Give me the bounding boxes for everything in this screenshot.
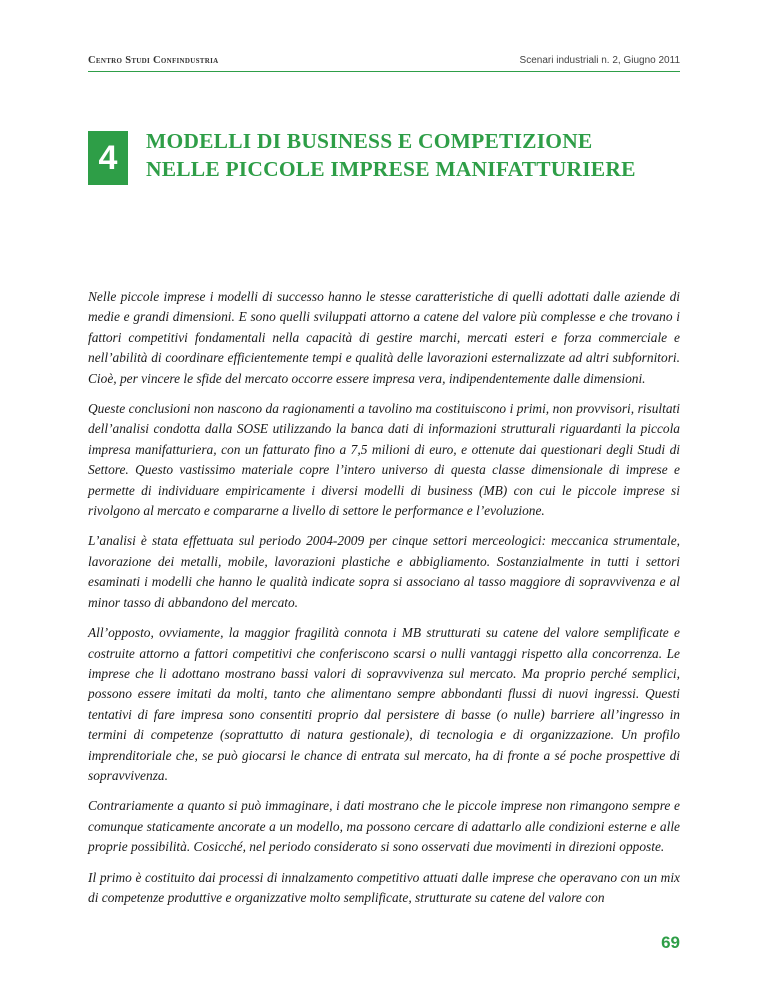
paragraph: Contrariamente a quanto si può immaginare, i dati mostrano che le piccole imprese non rimangono sempre e comunque staticamente ancorate a un modello, ma possono cercare di adattarlo alle condizioni esterne e alle proprie possibilità. Cosicché, nel periodo considerato si sono osservati due movimenti in direzioni opposte.: [88, 798, 680, 855]
header-divider: [88, 71, 680, 72]
paragraph: L’analisi è stata effettuata sul periodo 2004-2009 per cinque settori merceologici: meccanica strumentale, lavorazione dei metalli, mobile, lavorazioni plastiche e abbigliamento. Sostanzialmente in tutti i settori esaminati i modelli che hanno le qualità indicate sopra si associano al tasso maggiore di sopravvivenza e al minor tasso di abbandono del mercato.: [88, 533, 680, 610]
paragraph: Nelle piccole imprese i modelli di successo hanno le stesse caratteristiche di quelli adottati dalle aziende di medie e grandi dimensioni. E sono quelli sviluppati attorno a catene del valore più complesse e che trovano i fattori competitivi fondamentali nella capacità di gestire marchi, mercati esteri e forza commerciale e nell’abilità di coordinare efficientemente tempi e qualità delle lavorazioni esternalizzate ad altri subfornitori. Cioè, per vincere le sfide del mercato occorre essere impresa vera, indipendentemente dalle dimensioni.: [88, 289, 680, 386]
paragraph: Queste conclusioni non nascono da ragionamenti a tavolino ma costituiscono i primi, non provvisori, risultati dell’analisi condotta dalla SOSE utilizzando la banca dati di informazioni strutturali riguardanti la piccola impresa manifatturiera, con un fatturato fino a 7,5 milioni di euro, e ottenute dai questionari degli Studi di Settore. Questo vastissimo materiale copre l’intero universo di questa classe dimensionale di imprese e permette di individuare empiricamente i diversi modelli di business (MB) con cui le piccole imprese si rivolgono al mercato e compararne a livello di settore le performance e l’evoluzione.: [88, 401, 680, 519]
body-text: [88, 287, 680, 918]
chapter-title-line-1: MODELLI DI BUSINESS E COMPETIZIONE: [146, 129, 593, 153]
chapter-number-badge: 4: [88, 131, 128, 185]
paragraph: All’opposto, ovviamente, la maggior fragilità connota i MB strutturati su catene del valore semplificate e costruite attorno a fattori competitivi che conferiscono scarsi o nulli vantaggi rispetto alla concorrenza. Le imprese che li adottano mostrano bassi valori di sopravvivenza sul mercato. Ma proprio perché semplici, possono essere imitati da molti, tanto che alimentano sempre abbondanti flussi di nuovi ingressi. Questi tentativi di fare impresa sono consentiti proprio dal persistere di basse (o nulle) barriere all’ingresso in termini di competenze (soprattutto di natura gestionale), di tecnologia e di organizzazione. Un profilo imprenditoriale che, se può giocarsi le chance di entrata sul mercato, ha di fronte a sé poche prospettive di sopravvivenza.: [88, 625, 680, 783]
header-issue: Scenari industriali n. 2, Giugno 2011: [519, 55, 680, 66]
page-number: 69: [661, 933, 680, 952]
paragraph: Il primo è costituito dai processi di innalzamento competitivo attuati dalle imprese che operavano con un mix di competenze produttive e organizzative molto semplificate, strutturate su catene del valore con: [88, 869, 680, 905]
chapter-title-line-2: NELLE PICCOLE IMPRESE MANIFATTURIERE: [146, 157, 636, 181]
header-publisher: Centro Studi Confindustria: [88, 55, 219, 66]
chapter-title: [146, 127, 706, 183]
